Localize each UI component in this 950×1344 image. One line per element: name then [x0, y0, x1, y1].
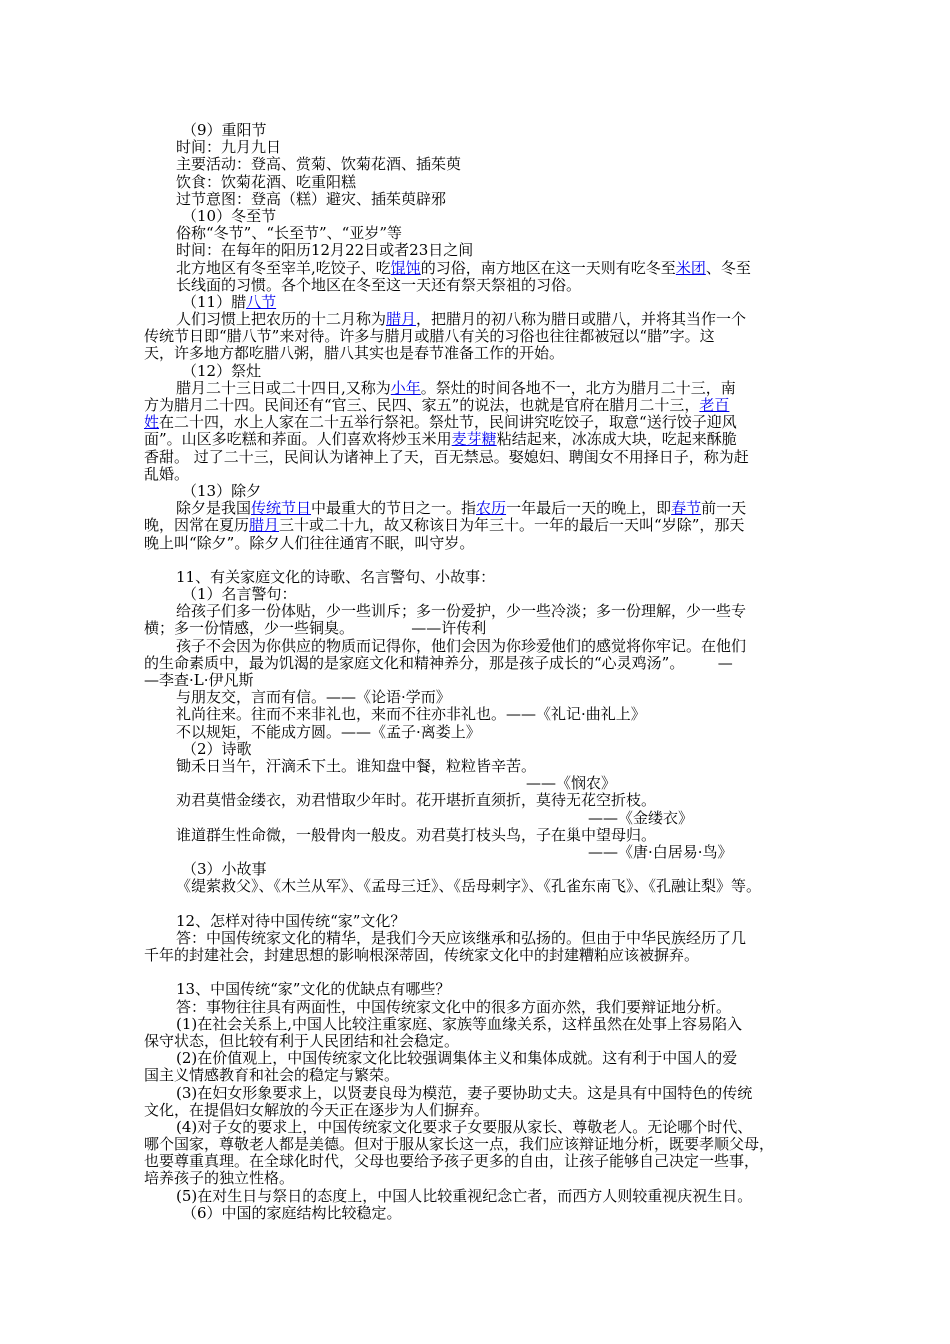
section-9-activities: 主要活动：登高、赏菊、饮菊花酒、插茱萸	[176, 155, 462, 174]
q11-sub-quotes: （1）名言警句：	[182, 585, 297, 604]
answer-line: （6）中国的家庭结构比较稳定。	[182, 1203, 402, 1222]
spacer	[176, 895, 824, 912]
section-12-para-line	[144, 397, 824, 414]
section-9-meaning: 过节意图：登高（糕）避灾、插茱萸辟邪	[176, 189, 447, 208]
section-9-time: 时间：九月九日	[176, 138, 282, 157]
section-13-para-line	[176, 500, 824, 517]
answer-line: (1)在社会关系上,中国人比较注重家庭、家族等血缘关系，这样虽然在处事上容易陷入	[176, 1014, 743, 1033]
section-10-title: （10）冬至节	[182, 206, 277, 225]
answer-line: 答：中国传统家文化的精华，是我们今天应该继承和弘扬的。但由于中华民族经历了几	[176, 928, 747, 947]
quote-line: 与朋友交，言而有信。——《论语·学而》	[176, 688, 451, 707]
text-span: 。祭灶的时间各地不一，北方为腊月二十三，南	[420, 378, 736, 397]
quote-line: 孩子不会因为你供应的物质而记得你，他们会因为你珍爱他们的感觉将你牢记。在他们	[176, 636, 747, 655]
question-12-title: 12、怎样对待中国传统“家”文化？	[176, 911, 406, 930]
text-span: 的习俗，南方地区在这一天则有吃冬至	[420, 258, 676, 277]
link-laobaixing[interactable]: 老百	[699, 396, 730, 414]
text-span: 前一天	[701, 499, 747, 518]
link-labajie[interactable]: 八节	[246, 292, 277, 311]
poem-line: 锄禾日当午，汗滴禾下土。谁知盘中餐，粒粒皆辛苦。	[176, 756, 537, 775]
section-11-para-line: 传统节日即“腊八节”来对待。许多与腊月或腊八有关的习俗也往往都被冠以“腊”字。这	[144, 327, 715, 346]
section-12-title: （12）祭灶	[182, 361, 262, 380]
link-chunjie[interactable]: 春节	[671, 499, 702, 518]
quote-line: 礼尚往来。往而不来非礼也，来而不往亦非礼也。——《礼记·曲礼上》	[176, 705, 646, 724]
text-span: 、冬至	[705, 258, 751, 277]
section-12-para-line: 香甜。 过了二十三，民间认为诸神上了天，百无禁忌。娶媳妇、聘闺女不用择日子，称为赶	[144, 447, 749, 466]
text-span: （11）腊	[182, 292, 247, 311]
document-body	[144, 121, 824, 1222]
link-layue[interactable]: 腊月	[386, 310, 417, 329]
link-chuantongjieri[interactable]: 传统节日	[251, 499, 312, 518]
text-span: 一年最后一天的晚上，即	[506, 499, 672, 518]
quote-line: 的生命素质中，最为饥渴的是家庭文化和精神养分，那是孩子成长的“心灵鸡汤”。 —	[144, 653, 733, 672]
question-11-title: 11、有关家庭文化的诗歌、名言警句、小故事：	[176, 567, 496, 586]
text-span: 粘结起来，冰冻成大块，吃起来酥脆	[496, 430, 737, 449]
section-10-alias: 俗称“冬节”、“长至节”、“亚岁”等	[176, 224, 403, 243]
link-maiyatang[interactable]: 麦芽糖	[451, 430, 497, 449]
answer-line: 哪个国家，尊敬老人都是美德。但对于服从家长这一点，我们应该辩证地分析，既要孝顺父母，	[144, 1135, 775, 1154]
spacer	[176, 964, 824, 981]
q11-sub-poems: （2）诗歌	[182, 739, 252, 758]
link-nongli[interactable]: 农历	[476, 499, 507, 518]
section-9-food: 饮食：饮菊花酒、吃重阳糕	[176, 172, 357, 191]
text-span: 腊月二十三日或二十四日,又称为	[176, 378, 391, 397]
section-13-title: （13）除夕	[182, 481, 262, 500]
q11-sub-stories: （3）小故事	[182, 860, 267, 879]
text-span: 除夕是我国	[176, 499, 252, 518]
link-mituan[interactable]: 米团	[675, 258, 706, 277]
text-span: 中最重大的节日之一。指	[311, 499, 477, 518]
question-13-title: 13、中国传统“家”文化的优缺点有哪些？	[176, 980, 451, 999]
text-span: ，把腊月的初八称为腊日或腊八，并将其当作一个	[416, 310, 747, 329]
text-span: 在二十四，水上人家在二十五举行祭祀。祭灶节，民间讲究吃饺子，取意“送行饺子迎风	[159, 413, 737, 432]
section-11-title	[176, 294, 824, 311]
section-12-para-line	[144, 431, 824, 448]
quote-line: 给孩子们多一份体贴，少一些训斥；多一份爱护，少一些冷淡；多一份理解，少一些专	[176, 602, 747, 621]
text-span: 北方地区有冬至宰羊,吃饺子、吃	[176, 258, 391, 277]
link-xiaonian[interactable]: 小年	[390, 378, 421, 397]
answer-line: 也要尊重真理。在全球化时代，父母也要给予孩子更多的自由，让孩子能够自己决定一些事，	[144, 1152, 760, 1171]
answer-line: 保守状态，但比较有利于人民团结和社会稳定。	[144, 1031, 460, 1050]
poem-source: ——《金缕衣》	[588, 808, 694, 827]
section-12-para-line	[144, 414, 824, 431]
section-9-title: （9）重阳节	[182, 121, 267, 139]
answer-line: 培养孩子的独立性格。	[144, 1169, 295, 1188]
section-10-time: 时间：在每年的阳历12月22日或者23日之间	[176, 241, 474, 260]
stories-line: 《缇萦救父》、《木兰从军》、《孟母三迁》、《岳母刺字》、《孔雀东南飞》、《孔融让梨》等。	[176, 877, 762, 896]
text-span: 晚，因常在夏历	[144, 516, 250, 535]
section-13-para-line	[144, 517, 824, 534]
answer-line: (5)在对生日与祭日的态度上，中国人比较重视纪念亡者，而西方人则较重视庆祝生日。	[176, 1186, 753, 1205]
poem-line: 谁道群生性命微，一般骨肉一般皮。劝君莫打枝头鸟，子在巢中望母归。	[176, 825, 657, 844]
section-13-para-line: 晚上叫“除夕”。除夕人们往往通宵不眠，叫守岁。	[144, 533, 475, 552]
answer-line: 文化，在提倡妇女解放的今天正在逐步为人们摒弃。	[144, 1100, 490, 1119]
answer-line: (2)在价值观上，中国传统家文化比较强调集体主义和集体成就。这有利于中国人的爱	[176, 1049, 738, 1068]
answer-line: 答：事物往往具有两面性，中国传统家文化中的很多方面亦然，我们要辩证地分析。	[176, 997, 732, 1016]
text-span: 方为腊月二十四。民间还有“官三、民四、家五”的说法，也就是官府在腊月二十三，	[144, 396, 700, 414]
poem-source: ——《唐·白居易·鸟》	[588, 842, 733, 861]
link-laobaixing-cont[interactable]: 姓	[144, 413, 160, 432]
answer-line: 千年的封建社会，封建思想的影响根深蒂固，传统家文化中的封建糟粕应该被摒弃。	[144, 946, 700, 964]
section-10-para-line: 长线面的习惯。各个地区在冬至这一天还有祭天祭祖的习俗。	[176, 275, 582, 294]
section-12-para-line: 乱婚。	[144, 464, 190, 483]
text-span: 面”。山区多吃糕和荞面。人们喜欢将炒玉米用	[144, 430, 452, 449]
link-huntun[interactable]: 馄饨	[390, 258, 421, 277]
answer-line: (3)在妇女形象要求上，以贤妻良母为模范，妻子要协助丈夫。这是具有中国特色的传统	[176, 1083, 753, 1102]
quote-line: 横；多一份情感，少一些铜臭。 ——许传利	[144, 619, 487, 638]
section-10-para-line	[176, 260, 824, 277]
text-span: 人们习惯上把农历的十二月称为	[176, 310, 387, 329]
poem-line: 劝君莫惜金缕衣，劝君惜取少年时。花开堪折直须折，莫待无花空折枝。	[176, 791, 657, 810]
text-span: 三十或二十九，故又称该日为年三十。一年的最后一天叫“岁除”，那天	[279, 516, 745, 535]
section-11-para-line	[176, 311, 824, 328]
section-12-para-line	[176, 380, 824, 397]
poem-source: ——《悯农》	[526, 774, 617, 793]
link-layue-2[interactable]: 腊月	[249, 516, 280, 535]
spacer	[176, 552, 824, 569]
section-11-para-line: 天，许多地方都吃腊八粥，腊八其实也是春节准备工作的开始。	[144, 344, 565, 363]
quote-line: 不以规矩，不能成方圆。——《孟子·离娄上》	[176, 722, 481, 741]
answer-line: (4)对子女的要求上，中国传统家文化要求子女要服从家长、尊敬老人。无论哪个时代、	[176, 1117, 753, 1136]
answer-line: 国主义情感教育和社会的稳定与繁荣。	[144, 1066, 400, 1085]
quote-line: —李查·L·伊凡斯	[144, 671, 254, 689]
